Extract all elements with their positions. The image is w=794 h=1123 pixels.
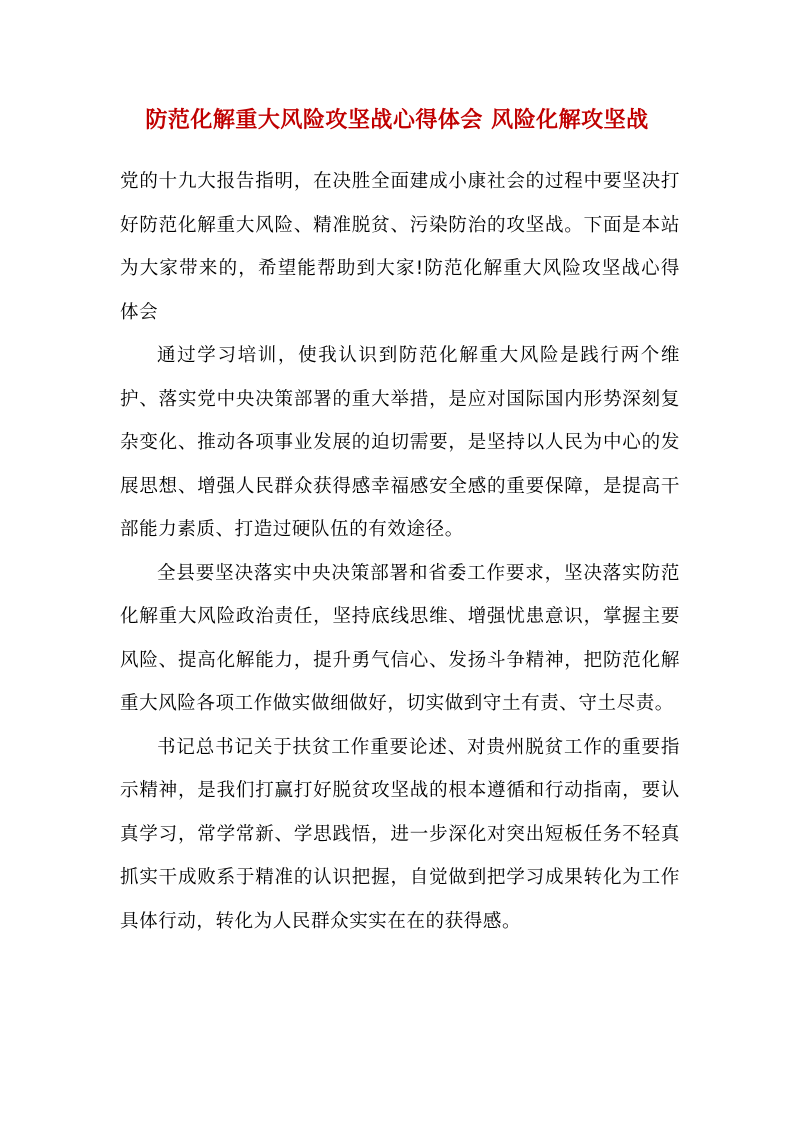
- paragraph-county: 全县要坚决落实中央决策部署和省委工作要求，坚决落实防范化解重大风险政治责任，坚持底线思维、增强忧患意识，掌握主要风险、提高化解能力，提升勇气信心、发扬斗争精神，把防范化解重大风险各项工作做实做细做好，切实做到守土有责、守土尽责。: [120, 562, 680, 714]
- paragraph-learning: 通过学习培训，使我认识到防范化解重大风险是践行两个维护、落实党中央决策部署的重大举措，是应对国际国内形势深刻复杂变化、推动各项事业发展的迫切需要，是坚持以人民为中心的发展思想、增强人民群众获得感幸福感安全感的重要保障，是提高干部能力素质、打造过硬队伍的有效途径。: [120, 345, 680, 540]
- paragraph-poverty: 书记总书记关于扶贫工作重要论述、对贵州脱贫工作的重要指示精神，是我们打赢打好脱贫攻坚战的根本遵循和行动指南，要认真学习，常学常新、学思践悟，进一步深化对突出短板任务不轻真抓实干成败系于精准的认识把握，自觉做到把学习成果转化为工作具体行动，转化为人民群众实实在在的获得感。: [120, 736, 680, 932]
- paragraph-intro: 党的十九大报告指明，在决胜全面建成小康社会的过程中要坚决打好防范化解重大风险、精准脱贫、污染防治的攻坚战。下面是本站为大家带来的，希望能帮助到大家!防范化解重大风险攻坚战心得体会: [120, 171, 680, 323]
- document-title: 防范化解重大风险攻坚战心得体会 风险化解攻坚战: [145, 107, 649, 133]
- document-body: [120, 160, 680, 943]
